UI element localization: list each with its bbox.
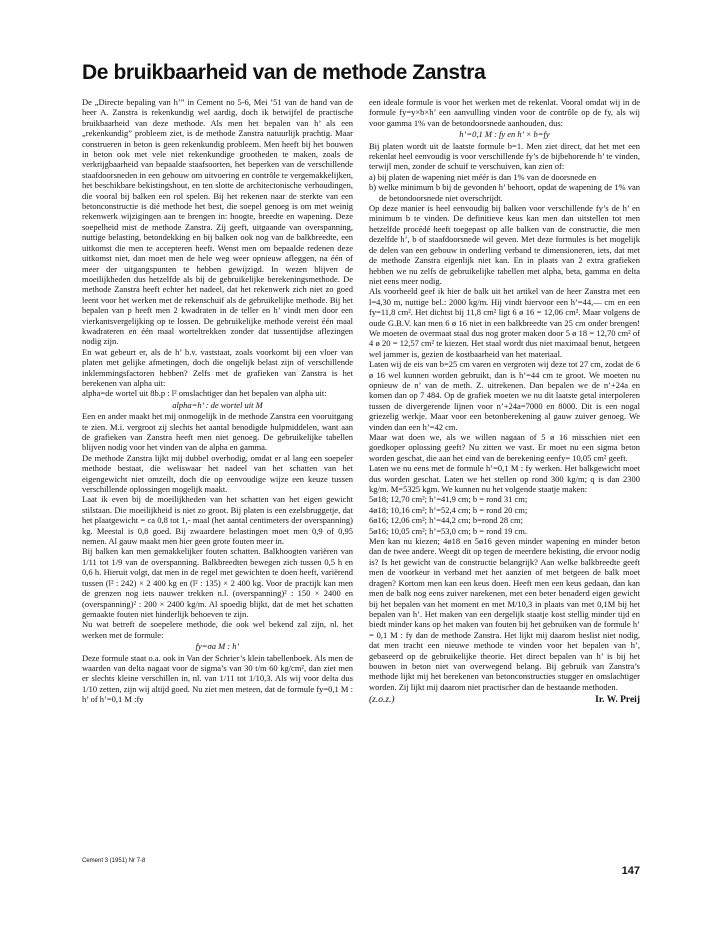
paragraph: Bij balken kan men gemakkelijker fouten schatten. Balkhoogten variëren van 1/11 tot 1/9 van de overspanning. Balkbreedten bewegen zich tussen 0,5 h en 0,6 h. Hieruit volgt, dat men in de regel met gewichten te doen heeft, variërend tussen (l² : 242) × 2 400 kg en (l² : 135) × 2 400 kg. Voor de practijk kan men de grenzen nog iets nauwer trekken n.l. (overspanning)² : 150 × 2400 en (overspanning)² : 200 × 2400 kg/m. Al spoedig blijkt, dat de met het schatten gemaakte fouten niet hinderlijk behoeven te zijn. bbox=[82, 546, 353, 619]
paragraph: De „Directe bepaling van h’” in Cement no 5-6, Mei ’51 van de hand van de heer A. Zanstra is rekenkundig wel aardig, doch ik betwijfel de practische bruikbaarheid van deze methode. Als men het bepalen van h’ als een „rekenkundig” probleem ziet, is de methode Zanstra natuurlijk prachtig. Maar construeren in beton is geen rekenkundig probleem. Men heeft bij het bouwen in beton ook met vele niet rekenkundige grootheden te maken, zoals de verkrijgbaarheid van bepaalde staafsoorten, het beperken van de verschillende staafdoorsneden in een gebouw om uitvoering en contrôle te vergemakkelijken, het beschikbare bekistingshout, en ten slotte de architectonische verhoudingen, die vooral bij balken een rol spelen. Bij het rekenen naar de sterkte van een betonconstructie is dié methode het best, die soepel genoeg is om met weinig rekenwerk wijzigingen aan te brengen in: hoogte, breedte en wapening. Deze soepelheid mist de methode Zanstra. Zij geeft, uitgaande van overspanning, nuttige belasting, betondekking en bij balken ook nog van de balkbreedte, een uitkomst die men te accepteren heeft. Wenst men om bepaalde redenen deze uitkomst niet, dan moet men de hele weg weer opnieuw afleggen, na één of meer der uitgangspunten te hebben gewijzigd. In wezen blijven de moeilijkheden dus hetzelfde als bij de gebruikelijke berekeningsmethode. De methode Zanstra heeft echter het nadeel, dat het rekenwerk zich niet zo goed leent voor het werken met de rekenschuif als de gebruikelijke methode. Bij het bepalen van p heeft men 2 kwadraten in de teller en h’ vindt men door een vierkantsvergelijking op te lossen. De gebruikelijke methode vereist één maal kwadrateren en één maal worteltrekken zonder dat tussentijdse aflezingen nodig zijn. bbox=[82, 97, 353, 347]
paragraph: Maar wat doen we, als we willen nagaan of 5 ø 16 misschien niet een goedkoper oplossing geeft? Nu zitten we vast. Er moet nu een sigma beton worden geschat, die aan het eind van de berekening eenfy= 10,05 cm² geeft. bbox=[369, 432, 640, 463]
paragraph: Nu wat betreft de soepelere methode, die ook wel bekend zal zijn, nl. het werken met de formule: bbox=[82, 619, 353, 640]
formula: alpha=h’ : de wortel uit M bbox=[172, 399, 263, 410]
paragraph: Men kan nu kiezen; 4ø18 en 5ø16 geven minder wapening en minder beton dan de twee andere. Weegt dit op tegen de meerdere bekisting, die ervoor nodig is? Is het gewicht van de constructie belangrijk? Aan welke balkbreedte geeft men de voorkeur in verband met het aanzien of met betgeen de balk moet dragen? Kortom men kan een keus doen. Heeft men een keus gedaan, dan kan men de balk nog eens zuiver narekenen, met een beter benaderd eigen gewicht bij het bepalen van het moment en met M/10,3 in plaats van met 0,1M bij het bepalen van h’. Het maken van een dergelijk staatje kost stellig minder tijd en biedt minder kans op het maken van fouten bij het gebruiken van de formule h’ = 0,1 M : fy dan de methode Zanstra. Het lijkt mij daarom beslist niet nodig, dat men tracht een nieuwe methode te vinden voor het bepalen van h’, gebaseerd op de gebruikelijke theorie. Het direct bepalen van h’ is bij het bouwen in beton niet van overwegend belang. Bij gebruik van Zanstra’s methode lijkt mij het berekenen van betonconstructies stugger en omslachtiger worden. Zij lijkt mij daarom niet practischer dan de bestaande methoden. bbox=[369, 536, 640, 692]
paragraph: Deze formule staat o.a. ook in Van der Schrier’s klein tabellenboek. Als men de waarden van delta nagaat voor de sigma’s van 30 t/m 60 kg/cm², dan ziet men er slechts kleine verschillen in, nl. van 1/11 tot 1/10,3. Als wij voor delta dus 1/10 zetten, zijn wij altijd goed. Nu ziet men meteen, dat de formule fy=0,1 M : h’ of h’=0,1 M :fy bbox=[82, 652, 353, 705]
table-row: 5ø18; 12,70 cm²; h’=41,9 cm; b = rond 31 cm; bbox=[369, 494, 528, 505]
paragraph: Een en ander maakt het mij onmogelijk in de methode Zanstra een vooruitgang te zien. M.i. vergroot zij slechts het aantal benodigde hulpmiddelen, want aan de grafieken van Zanstra heeft men niet genoeg. De gebruikelijke tabellen blijven nodig voor het vinden van de alpha en gamma. bbox=[82, 411, 353, 453]
paragraph: Laat ik even bij de moeilijkheden van het schatten van het eigen gewicht stilstaan. Die moeilijkheid is niet zo groot. Bij platen is een ezelsbruggetje, dat het plaatgewicht = ca 0,8 tot 1,- maal (het aantal centimeters der overspanning) kg. Meestal is 0,8 goed. Bij zwaardere belastingen moet men 0,9 of 0,95 nemen. Al gauw maakt men hier geen grote fouten meer in. bbox=[82, 494, 353, 547]
formula: fy=σa M : h’ bbox=[195, 641, 240, 652]
paragraph: De methode Zanstra lijkt mij dubbel overbodig, omdat er al lang een soepeler methode bestaat, die weliswaar het nadeel van het schatten van het eigengewicht niet omzeilt, doch die op eenvoudige wijze een keuze tussen verschillende oplossingen mogelijk maakt. bbox=[82, 452, 353, 495]
table-row: 5ø16; 10,05 cm²; h’=53,0 cm; b = rond 19 cm. bbox=[369, 525, 528, 536]
paragraph: Bij platen wordt uit de laatste formule b=1. Men ziet direct, dat het met een rekenlat heel eenvoudig is voor verschillende fy’s de bijbehorende h’ te vinden, terwijl men, zonder de schuif te verschuiven, kan zien of: bbox=[369, 140, 640, 172]
paragraph: Laten wij de eis van b=25 cm varen en vergroten wij deze tot 27 cm, zodat de 6 ø 16 wel kunnen worden gebruikt, dan is h’=44 cm te groot. We moeten nu opnieuw de n’ van de meth. Z. uitrekenen. Dan bepalen we de n’+24a en komen dan op 7 484. Op de grafiek moeten we nu dit laatste getal interpoleren tussen de divergerende lijnen voor n’+24a=7000 en 8000. Dit is een nogal griezelig werkje. Maar voor een betonberekening al gauw zuiver genoeg. We vinden dan een h’=42 cm. bbox=[369, 359, 640, 432]
continued-note: (z.o.z.) bbox=[369, 695, 395, 706]
table-row: 6ø16; 12,06 cm²; h’=44,2 cm; b=rond 28 cm; bbox=[369, 515, 524, 526]
signature-line bbox=[369, 694, 640, 706]
left-column bbox=[82, 97, 353, 705]
formula: h’=0,1 M : fy en h’ × b=fy bbox=[459, 129, 550, 140]
article-title: De bruikbaarheid van de methode Zanstra bbox=[82, 61, 486, 84]
paragraph: Op deze manier is heel eenvoudig bij balken voor verschillende fy’s de h’ en minimum b te vinden. De definitieve keus kan men dan uitstellen tot men hetzelfde procédé heeft toegepast op alle balken van de constructie, die men dezelfde h’, b of staafdoorsnede wil geven. Met deze formules is het mogelijk de delen van een gebouw in onderling verband te dimensioneren, iets, dat met de methode Zanstra eigenlijk niet kan. En in plaats van 2 extra grafieken hebben we nu zelfs de gebruikelijke tabellen met alpha, beta, gamma en delta niet eens meer nodig. bbox=[369, 203, 640, 286]
journal-footer: Cement 3 (1951) Nr 7-8 bbox=[82, 858, 146, 864]
paragraph: Laten we nu eens met de formule h’=0,1 M : fy werken. Het balkgewicht moet dus worden geschat. Laten we het stellen op rond 300 kg/m; q is dan 2300 kg/m. M=5325 kgm. We kunnen nu het volgende staatje maken: bbox=[369, 463, 640, 495]
page-number: 147 bbox=[621, 865, 640, 877]
paragraph: En wat gebeurt er, als de h’ b.v. vaststaat, zoals voorkomt bij een vloer van platen met gelijke afmetingen, doch die ongelijk belast zijn of verschillende inklemmingsfactoren hebben? Zelfs met de grafieken van Zanstra is het berekenen van alpha uit: bbox=[82, 346, 353, 388]
list-item: a) bij platen de wapening niet méér is dan 1% van de doorsnede en bbox=[369, 171, 597, 182]
author-name: Ir. W. Preij bbox=[595, 695, 640, 706]
table-row: 4ø18; 10,16 cm²; h’=52,4 cm; b = rond 20 cm; bbox=[369, 504, 528, 515]
paragraph: alpha=de wortel uit 8b.p : l² omslachtiger dan het bepalen van alpha uit: bbox=[82, 388, 327, 399]
paragraph: een ideale formule is voor het werken met de rekenlat. Vooral omdat wij in de formule fy=y×b×h’ een aanvulling vinden voor de contrôle op de fy, als wij voor gamma 1% van de betondoorsnede aanhouden, dus: bbox=[369, 97, 640, 128]
paragraph: Als voorbeeld geef ik hier de balk uit het artikel van de heer Zanstra met een l=4,30 m, nuttige bel.: 2000 kg/m. Hij vindt hiervoor een h’=44,— cm en een fy=11,8 cm². Het dichtst bij 11,8 cm² ligt 6 ø 16 = 12,06 cm². Maar volgens de oude G.B.V. kan men 6 ø 16 niet in een balkbreedte van 25 cm onder brengen! We moeten de overmaat staal dus nog groter maken door 5 ø 18 = 12,70 cm² of 4 ø 20 = 12,57 cm² te kiezen. Het staal wordt dus niet maximaal benut, hetgeen wel jammer is, gezien de kostbaarheid van het materiaal. bbox=[369, 286, 640, 359]
list-item: b) welke minimum b bij de gevonden h’ behoort, opdat de wapening de 1% van de betondoorsnede niet overschrijdt. bbox=[369, 182, 640, 203]
right-column bbox=[369, 97, 640, 706]
